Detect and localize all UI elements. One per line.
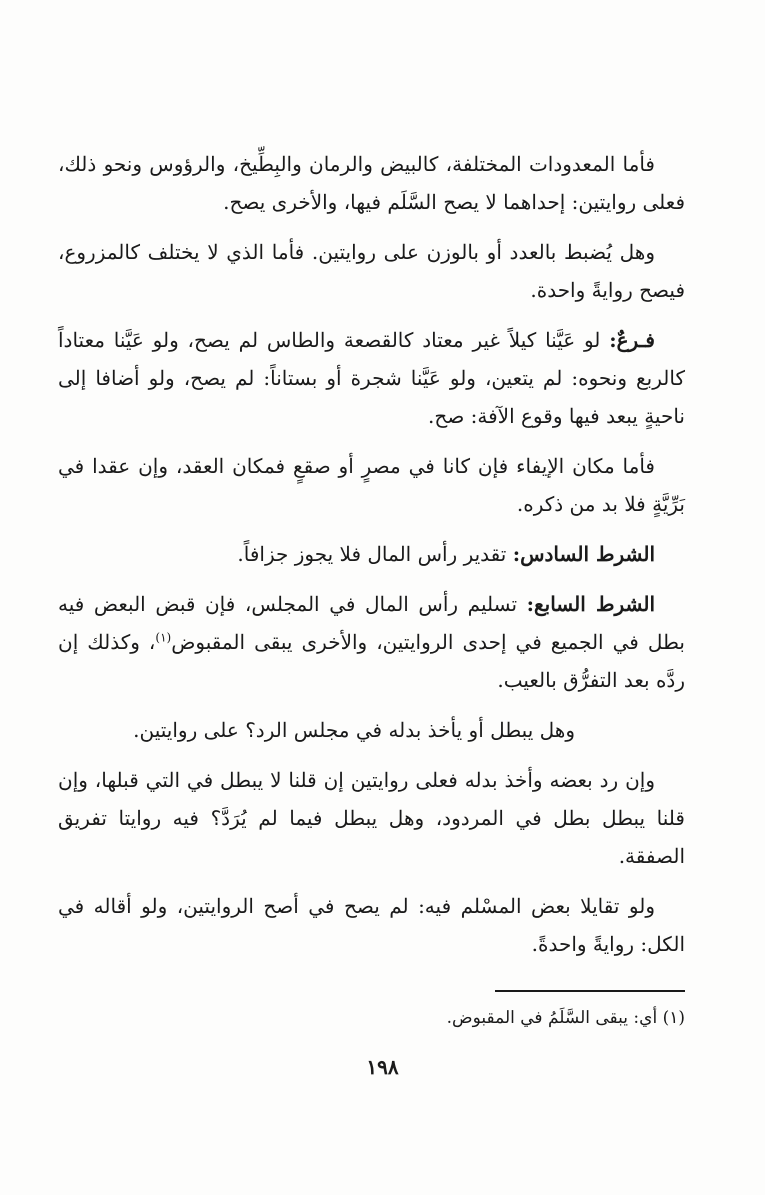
paragraph-6-body-b: ، وكذلك إن ردَّه بعد التفرُّق بالعيب. bbox=[58, 630, 685, 692]
footnote bbox=[58, 1004, 685, 1032]
paragraph-5-body: تقدير رأس المال فلا يجوز جزافاً. bbox=[237, 542, 507, 566]
main-text bbox=[58, 145, 685, 975]
condition-six-term: الشرط السادس: bbox=[512, 542, 655, 566]
paragraph-4: فأما مكان الإيفاء فإن كانا في مصرٍ أو صقعٍ فمكان العقد، وإن عقدا في بَرِّيَّةٍ فلا بد من ذكره. bbox=[58, 454, 685, 516]
paragraph-6-body-a: تسليم رأس المال في المجلس، فإن قبض البعض فيه بطل في الجميع في إحدى الروايتين، والأخرى يبقى المقبوض bbox=[58, 592, 685, 654]
footnote-divider bbox=[495, 990, 685, 992]
footnote-reference[interactable]: (١) bbox=[155, 630, 172, 645]
footnote-text: أي: يبقى السَّلَمُ في المقبوض. bbox=[446, 1008, 658, 1028]
paragraph-9: ولو تقايلا بعض المسْلم فيه: لم يصح في أصح الروايتين، ولو أقاله في الكل: روايةً واحدةً. bbox=[58, 894, 685, 956]
paragraph-1: فأما المعدودات المختلفة، كالبيض والرمان والبِطِّيخ، والرؤوس ونحو ذلك، فعلى روايتين: إحداهما لا يصح السَّلَم فيها، والأخرى يصح. bbox=[58, 152, 685, 214]
paragraph-8: وإن رد بعضه وأخذ بدله فعلى روايتين إن قلنا لا يبطل في التي قبلها، وإن قلنا يبطل بطل في المردود، وهل يبطل فيما لم يُرَدَّ؟ فيه روايتا تفريق الصفقة. bbox=[58, 768, 685, 868]
subsection-term: فـرعٌ: bbox=[609, 328, 655, 352]
condition-seven-term: الشرط السابع: bbox=[526, 592, 655, 616]
paragraph-5 bbox=[58, 535, 685, 573]
paragraph-3 bbox=[58, 321, 685, 435]
footnote-mark: (١) bbox=[662, 1008, 685, 1028]
paragraph-3-body: لو عَيَّنا كيلاً غير معتاد كالقصعة والطاس لم يصح، ولو عَيَّنا معتاداً كالربع ونحوه: لم يتعين، ولو عَيَّنا شجرة أو بستاناً: لم يصح، ولو أضافا إلى ناحيةٍ يبعد فيها وقوع الآفة: صح. bbox=[58, 328, 685, 428]
paragraph-6 bbox=[58, 585, 685, 699]
page-number: ١٩٨ bbox=[366, 1055, 399, 1079]
paragraph-7: وهل يبطل أو يأخذ بدله في مجلس الرد؟ على روايتين. bbox=[133, 718, 575, 742]
paragraph-2: وهل يُضبط بالعدد أو بالوزن على روايتين. فأما الذي لا يختلف كالمزروع، فيصح روايةً واحدة. bbox=[58, 240, 685, 302]
